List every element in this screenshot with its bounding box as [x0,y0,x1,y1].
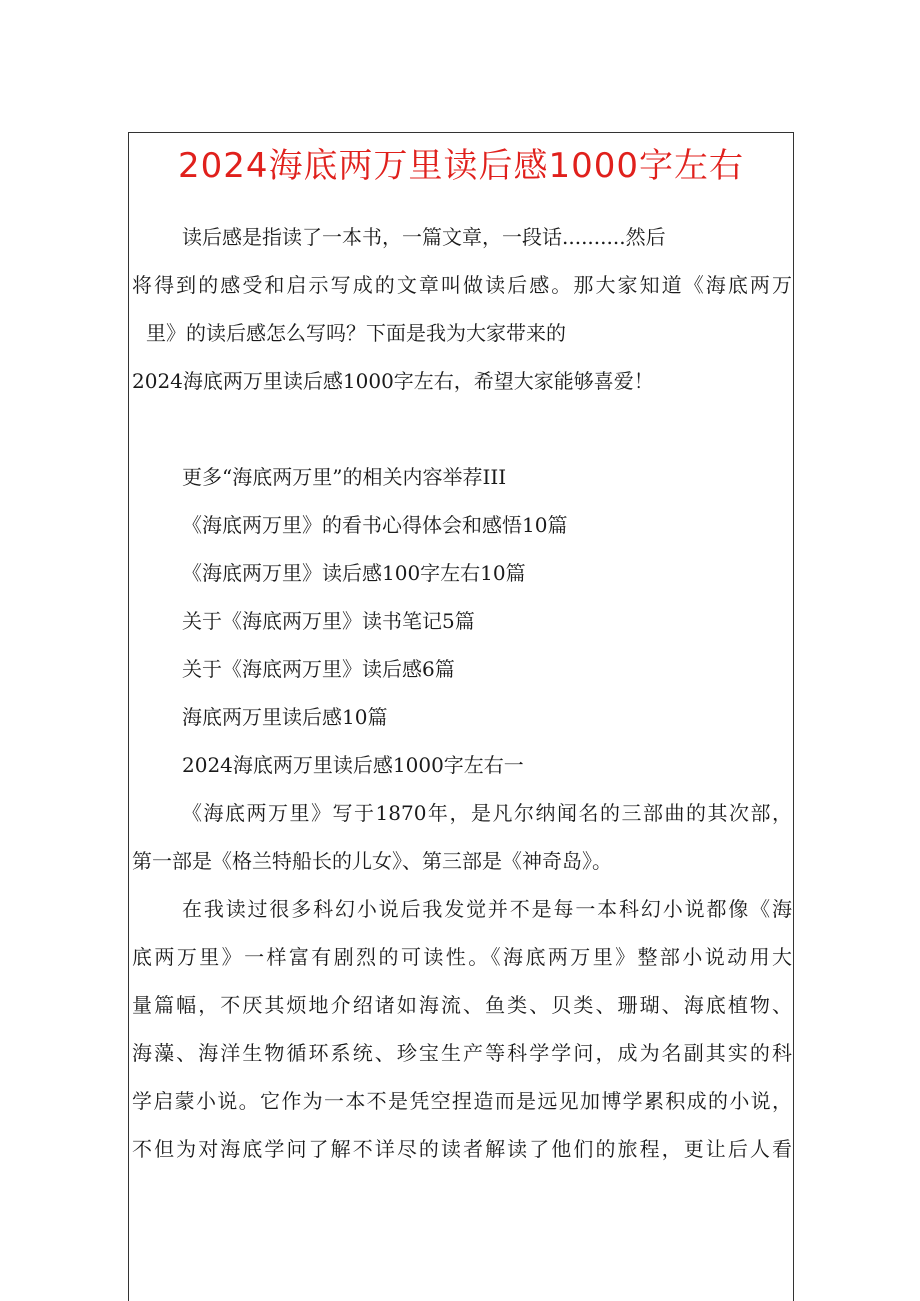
paragraph2-line-4: 海藻、海洋生物循环系统、珍宝生产等科学学问，成为名副其实的科 [132,1041,792,1065]
document-title: 2024海底两万里读后感1000字左右 [177,146,745,186]
paragraph1-line-1: 《海底两万里》写于1870年，是凡尔纳闻名的三部曲的其次部， [182,801,792,825]
paragraph2-line-5: 学启蒙小说。它作为一本不是凭空捏造而是远见加博学累积成的小说， [132,1089,792,1113]
paragraph2-line-3: 量篇幅，不厌其烦地介绍诸如海流、鱼类、贝类、珊瑚、海底植物、 [132,993,792,1017]
intro-line-1: 读后感是指读了一本书，一篇文章，一段话..........然后 [182,225,666,249]
paragraph2-line-2: 底两万里》一样富有剧烈的可读性。《海底两万里》整部小说动用大 [132,945,792,969]
related-link-4[interactable]: 关于《海底两万里》读后感6篇 [182,657,455,681]
intro-line-3: 里》的读后感怎么写吗？下面是我为大家带来的 [146,321,566,345]
intro-line-4: 2024海底两万里读后感1000字左右，希望大家能够喜爱！ [132,369,654,393]
related-link-1[interactable]: 《海底两万里》的看书心得体会和感悟10篇 [182,513,568,537]
section-title: 2024海底两万里读后感1000字左右一 [182,753,524,777]
related-link-3[interactable]: 关于《海底两万里》读书笔记5篇 [182,609,475,633]
related-link-5[interactable]: 海底两万里读后感10篇 [182,705,388,729]
related-heading: 更多“海底两万里”的相关内容举荐III [182,465,507,489]
paragraph2-line-1: 在我读过很多科幻小说后我发觉并不是每一本科幻小说都像《海 [182,897,792,921]
intro-line-2: 将得到的感受和启示写成的文章叫做读后感。那大家知道《海底两万 [132,273,792,297]
paragraph2-line-6: 不但为对海底学问了解不详尽的读者解读了他们的旅程，更让后人看 [132,1137,792,1161]
paragraph1-line-2: 第一部是《格兰特船长的儿女》、第三部是《神奇岛》。 [132,849,612,873]
related-link-2[interactable]: 《海底两万里》读后感100字左右10篇 [182,561,526,585]
